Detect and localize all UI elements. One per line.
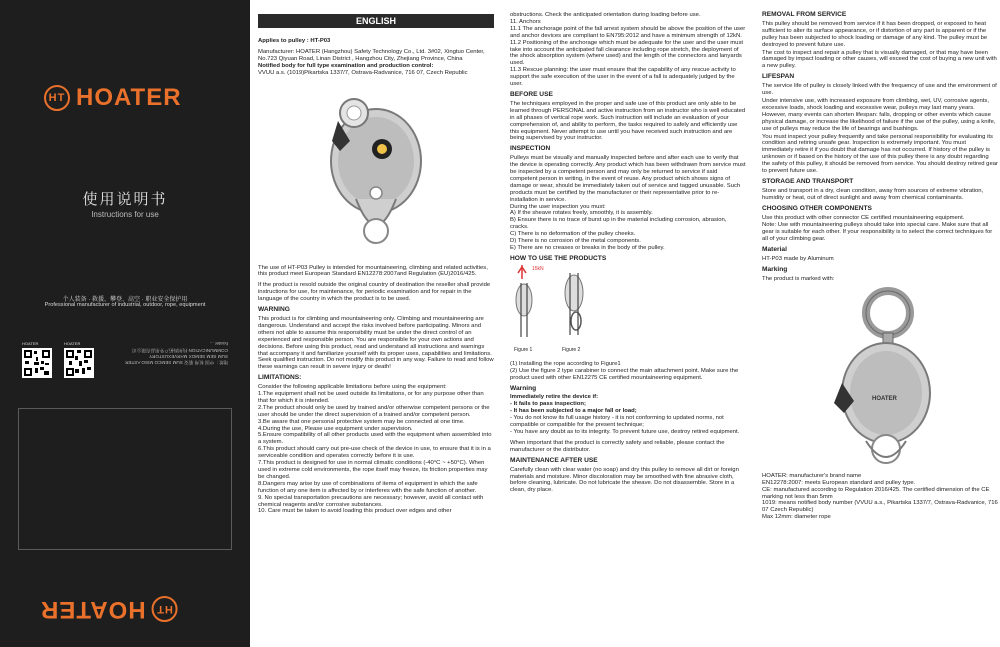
brand-name: HOATER [40,596,146,623]
retire-item: - It fails to pass inspection; [510,401,586,408]
removal-text-2: The cost to inspect and repair a pulley that is visually damaged, or that may have been damaged by impact loading or other causes, will exceed the cost of buying a new unit with a new pulley. [762,49,997,70]
obstructions-text: obstructions. Check the anticipated orientation during loading before use. [510,12,701,18]
marking-item: CE: manufactured according to Regulation 2016/425. The certified dimension of the CE marking not less than 5mm [762,486,990,500]
how-to-use-heading: HOW TO USE THE PRODUCTS [510,254,607,262]
maintenance-text: Carefully clean with clear water (no soap) and dry this pulley to remove all dirt or foreign materials and moisture. Minor discoloration may be smoothed with fine abrasive cloth, before cleaning, lubricate. Do not lubricate the sheave. Do not disassemble. Store in a clean, dry place. [510,466,739,494]
qr-code-icon [22,348,52,378]
pulley-brand-engraving: HOATER [872,395,897,402]
usage-figures [510,265,746,355]
retire-item: - It has been subjected to a major fall or load; [510,408,637,415]
marking-item: HOATER: manufacturer's brand name [762,472,862,479]
limitations-intro: Consider the following applicable limitations before using the equipment: [258,384,447,391]
qr-code-2 [64,341,94,378]
limitation-item: 5.Ensure compatibility of all other products used with the equipment when assembled into a system. [258,432,492,446]
manufacturer: Manufacturer: HOATER (Hangzhou) Safety Technology Co., Ltd. 3#02, Xingtuo Center, No.723 Qiyuan Road, Linan District , Hangzhou City, Zhejiang Province, China [258,48,485,62]
notified-body-label: Notified body for full type examination and production control: [258,62,434,69]
anchors-text-3: 11.3 Rescue planning: the user must ensure that the capability of any rescue activity to support the safe execution of the user in the event of a fall is adequately judged by the user. [510,67,736,88]
qr-code-1 [22,341,52,378]
manual-title-cn: 使用说明书 [82,191,168,208]
anchors-heading: 11. Anchors [510,18,541,25]
storage-heading: STORAGE AND TRANSPORT [762,177,854,185]
limitation-item: 9. No special transportation precautions are necessary; however, avoid all contact with chemical reagents and/or corrosive substances. [258,494,484,508]
inspection-item: A) If the sheave rotates freely, smoothly, it is assembly. [510,210,653,217]
brand-logo [44,84,182,112]
load-label: 15kN [532,265,544,272]
column-2 [510,0,746,647]
before-use-heading: BEFORE USE [510,90,553,98]
inspection-item: D) There is no corrosion of the metal components. [510,238,641,245]
retire-item: - You have any doubt as to its integrity. To prevent future use, destroy retired equipment. [510,428,740,435]
brand-name: HOATER [76,84,182,111]
notified-body-address: VVUU a.s. (1019)Pikartska 1337/7, Ostrava-Radvanice, 716 07, Czech Republic [258,69,468,76]
material-heading: Material [762,246,787,254]
anchors-text-1: 11.1 The anchorage point of the fall arrest system should be above the position of the user and anchor devices are compliant to EN795:2012 and have a minimum strength of 12kN. [510,25,746,39]
figure-2-caption: Figure 2 [562,346,581,353]
lifespan-text: The service life of pulley is closely linked with the frequency of use and the environment of use. [762,83,997,97]
cover-panel [0,0,250,647]
inspection-heading: INSPECTION [510,145,551,153]
intro: The use of HT-P03 Pulley is intended for mountaineering, climbing and related activities, this product meet European Standard EN12278:2007and Regulation (EU)2016/425. [258,264,488,278]
english-header: ENGLISH [258,14,494,28]
important-note: When important that the product is correctly safety and reliable, please contact the manufacturer or the distributor. [510,439,725,453]
storage-text: Store and transport in a dry, clean condition, away from sources of extreme vibration, humidity or heat, out of direct sunlight and away from chemical contaminants. [762,187,984,201]
limitation-item: 2.The product should only be used by trained and/or otherwise competent persons or the user should be under the direct supervision of a trained and/or competent person. [258,404,490,418]
manual-title-en: Instructions for use [91,210,159,219]
pulley-image [258,81,494,261]
limitation-item: 6.This product should carry out pre-use check of the device in use, to ensure that it is in a serviceable condition and operates correctly before it is use. [258,446,491,460]
slogan-en: Professional manufacturer of industrial, outdoor, rope, equipment [44,302,206,308]
limitation-item: 4.During the use, Please use equipment under supervision. [258,425,413,432]
removal-heading: REMOVAL FROM SERVICE [762,11,847,18]
limitation-item: 7.This product is designed for use in normal climatic conditions (-40°C ~ +50°C). When used in extreme cold environments, the rope itself may freeze, its friction properties may be changed. [258,460,488,480]
limitations-heading: LIMITATIONS: [258,374,302,382]
brand-logo-inverted [40,595,178,623]
pulley-image [762,283,998,473]
marking-item: 1019: means notified body number (VVUU a.s., Pikartska 1337/7, Ostrava-Radvanice, 716 07 Czech Republic) [762,500,998,514]
pulley-photo-1 [258,81,494,261]
slogan-cn: 个人装备 · 救援、攀登、高空 · 职业安全保护用 [62,297,188,303]
choosing-text: Use this product with other connector CE certified mountaineering equipment. [762,214,965,221]
lifespan-text-3: You must inspect your pulley frequently and take personal responsibility for evaluating its condition and retiring unsafe gear. Inspection is extremely important. You must immediately retire it if you doubt that damage has not occurred. If history of the pulley is unknown or if based on the history of the use of this pulley there is any doubt regarding the safety of this pulley, it should be removed from service. You should destroy retired gear to prevent future use. [762,133,998,175]
blank-box [18,408,232,550]
limitation-item: 1.The equipment shall not be used outside its limitations, or for any purpose other than that for which it is intended. [258,391,484,404]
inspection-item: C) There is no deformation of the pulley cheeks. [510,231,636,238]
intro-resale: If the product is resold outside the original country of destination the reseller shall provide instructions for use, for maintenance, for periodic examination and for repair in the language of the country in which the product is to be used. [258,282,491,303]
inverted-contact-text: 地址：中国 杭州 临安 SUM SEMCO MISO ASTER SUM SEM SEMOX MARVEXUSTORY COMMUNICATION 杭州海拓户外用品有限公司 hoater ... [125,341,228,365]
retire-item: - You do not know its full usage history - it is not conforming to updated norms, not compatible or compatible for the present technique; [510,415,724,429]
removal-text: This pulley should be removed from service if it has been dropped, or exposed to heat sufficient to alter its surface appearance, or if distortion of any part is apparent or if the pulley has been subjected to shock loading or damage of any kind. The pulley must be destroyed to prevent future use. [762,20,988,48]
column-3 [762,0,998,647]
choosing-heading: CHOOSING OTHER COMPONENTS [762,204,872,212]
inspection-text: Pulleys must be visually and manually inspected before and after each use to verify that the device is operating correctly. Any product which has been withdrawn from service must be inspected by a competent person and may only be returned to service if said competent person in writing, in the event of reuse. Any product which shows signs of damage or wear, should be immediately taken out of service and tagged unusable. Such products must be certified by the manufacturer or their representative prior to re-installation in service. [510,155,746,203]
marking-item: Max 12mm: diameter rope [762,514,831,521]
inspection-item: E) There are no creases or breaks in the body of the pulley. [510,245,665,251]
brand-mark-icon: HT [152,596,178,622]
lifespan-heading: LIFESPAN [762,73,795,81]
column-1 [258,0,494,647]
brand-mark-icon: HT [44,85,70,111]
qr-label-2: HOATER [64,341,81,346]
choosing-text-2: Note: Use with mountaineering pulleys should take into special care. Make sure that all gear is suitable for each other. If your responsibility is to select the correct techniques for all of your climbing gear. [762,222,993,243]
limitation-item: 8.Dangers may arise by use of combinations of items of equipment in which the safe function of any one item is affected by or interferes with the safe function of another. [258,480,478,494]
marking-item: EN12278:2007: meets European standard and pulley type. [762,479,916,486]
anchors-text-2: 11.2 Positioning of the anchorage which must be adequate for the user and the user must take into account the anticipated fall clearance including rope stretch, the deployment of the shock absorption system (where used) and the length of the connectors and lanyards used. [510,39,744,67]
warning-heading: WARNING [258,306,290,314]
warning-text: This product is for climbing and mountaineering only. Climbing and mountaineering are dangerous. Understand and accept the risks involved before participating. Minors and others not able to assume this responsibility must be under the direct control of an experienced and responsible person. You are responsible for your own actions and decisions. Before using this product, read and understand all instructions and warnings that accompany it and familiarize yourself with its proper uses, capabilities and limitations. Seek qualified instruction. Do not modify this product in any way. Failure to read and follow these warnings can result in severe injury or death! [258,315,494,371]
retire-heading: Immediately retire the device if: [510,394,599,401]
marking-text: The product is marked with: [762,275,835,282]
maintenance-heading: MAINTENANCE AFTER USE [510,456,598,464]
qr-label-1: HOATER [22,341,39,346]
figure-1-caption: Figure 1 [514,346,533,353]
step-1: (1) Installing the rope according to Figure1 [510,360,621,367]
warning-heading-2: Warning [510,384,537,392]
step-2: (2) Use the figure 2 type carabiner to connect the main attachment point. Make sure the product used with other EN12275 CE certified mountaineering equipment. [510,367,739,381]
inspection-item: B) Ensure there is no trace of burst up in the material including corrosion, abrasion, cracks. [510,217,727,231]
limitation-item: 3.Be aware that one personal protective system may be connected at one time. [258,418,465,425]
pulley-photo-2 [762,283,998,473]
marking-heading: Marking [762,266,788,273]
lifespan-text-2: Under intensive use, with increased exposure from climbing, wet, UV, corrosive agents, excessive loads, shock loading and excessive wear, pulleys may last many years. However, many events can shorten lifespan: falls, dropping or other events which cause physical damage, or increase the likelihood of failure if the use of the pulley, using a knife, use of pulleys may reduce the life of bearings and bushings. [762,97,996,132]
qr-code-icon [64,348,94,378]
material-text: HT-P03 made by Aluminum [762,256,834,263]
usage-figures-image [510,265,630,355]
limitation-item: 10. Care must be taken to avoid loading this product over edges and other [258,508,452,515]
applies-to: Applies to pulley : HT-P03 [258,38,331,44]
inspection-text-2: During the user inspection you must: [510,203,606,210]
before-use-text: The techniques employed in the proper and safe use of this product are only able to be learned through PERSONAL and active instruction from an instructor who is well educated in all phases of vertical rope work. Such instruction will include an evaluation of your comprehension of, and ability to perform, the tasks required to safely and efficiently use this equipment. Never attempt to use until you have received such instruction and are being supervised by your instructor. [510,100,746,142]
